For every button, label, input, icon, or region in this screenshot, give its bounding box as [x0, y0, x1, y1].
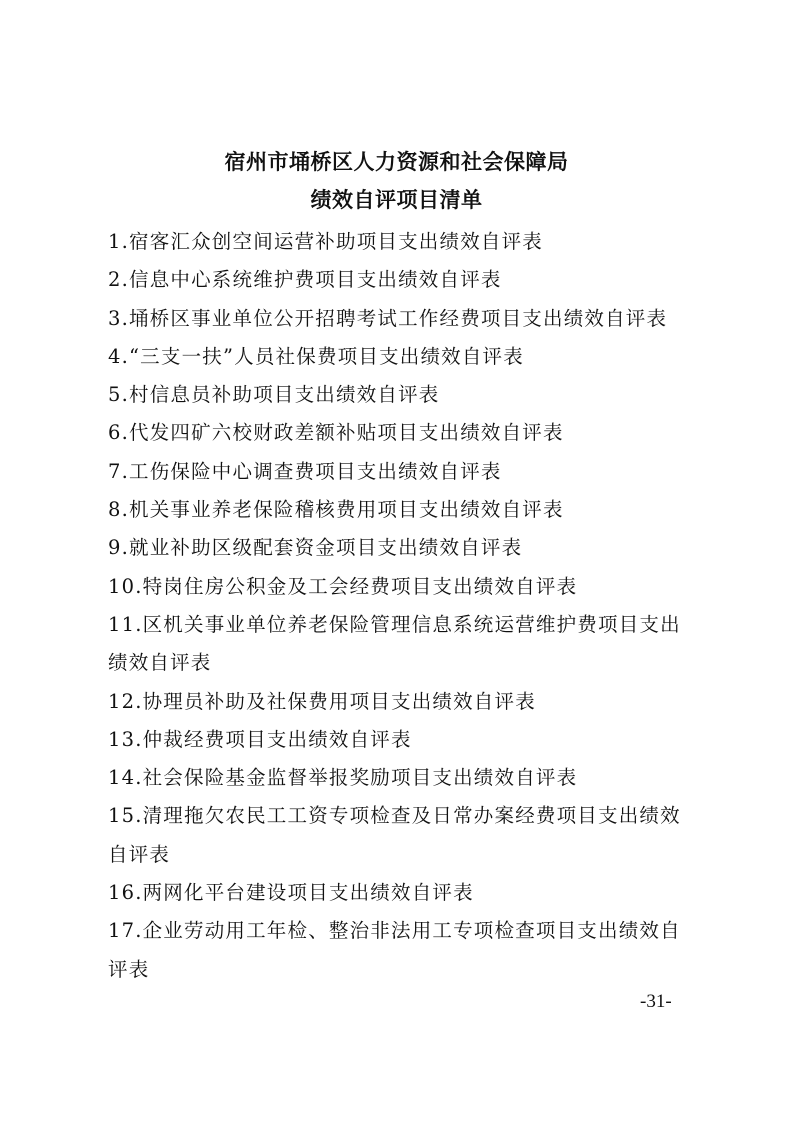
list-item: 13.仲裁经费项目支出绩效自评表 — [108, 727, 412, 751]
list-item: 2.信息中心系统维护费项目支出绩效自评表 — [108, 268, 502, 292]
document-subtitle: 绩效自评项目清单 — [310, 188, 483, 212]
list-item: 4.“三支一扶”人员社保费项目支出绩效自评表 — [108, 344, 524, 368]
list-item: 5.村信息员补助项目支出绩效自评表 — [108, 383, 440, 407]
list-item: 15.清理拖欠农民工工资专项检查及日常办案经费项目支出绩效自评表 — [108, 804, 681, 866]
list-item: 17.企业劳动用工年检、整治非法用工专项检查项目支出绩效自评表 — [108, 919, 681, 981]
list-item: 12.协理员补助及社保费用项目支出绩效自评表 — [108, 689, 536, 713]
list-item: 11.区机关事业单位养老保险管理信息系统运营维护费项目支出绩效自评表 — [108, 612, 681, 675]
page-number: -31- — [640, 991, 672, 1012]
list-item: 1.宿客汇众创空间运营补助项目支出绩效自评表 — [108, 230, 544, 253]
list-item: 6.代发四矿六校财政差额补贴项目支出绩效自评表 — [108, 421, 564, 445]
list-item: 7.工伤保险中心调查费项目支出绩效自评表 — [108, 459, 502, 483]
list-item: 16.两网化平台建设项目支出绩效自评表 — [108, 881, 474, 905]
list-item: 8.机关事业养老保险稽核费用项目支出绩效自评表 — [108, 498, 564, 522]
list-item: 14.社会保险基金监督举报奖励项目支出绩效自评表 — [108, 766, 578, 790]
list-item: 10.特岗住房公积金及工会经费项目支出绩效自评表 — [108, 574, 578, 598]
document-title: 宿州市埇桥区人力资源和社会保障局 — [224, 150, 569, 174]
project-list — [108, 223, 693, 989]
list-item: 9.就业补助区级配套资金项目支出绩效自评表 — [108, 536, 523, 560]
list-item: 3.埇桥区事业单位公开招聘考试工作经费项目支出绩效自评表 — [108, 306, 668, 330]
